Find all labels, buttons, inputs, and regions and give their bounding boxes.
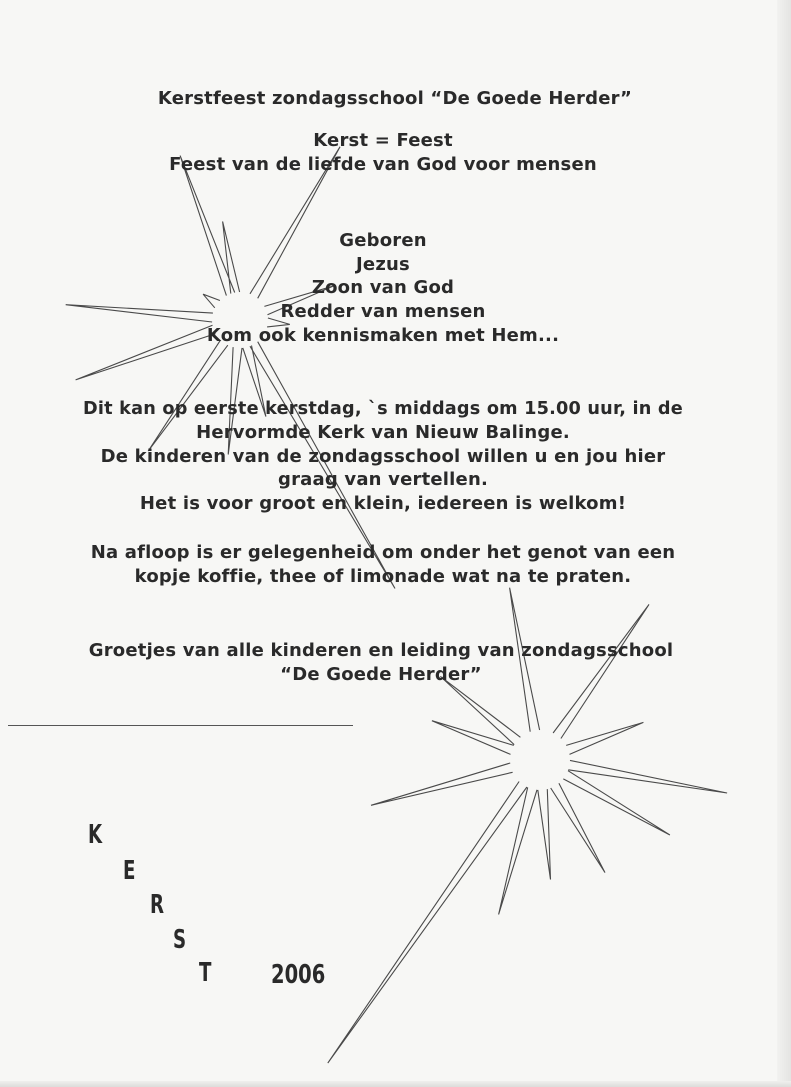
poem-line: Zoon van God [311, 277, 455, 298]
poem-line: Redder van mensen [280, 301, 486, 322]
divider-line [8, 725, 353, 726]
year: 2006 [271, 960, 326, 990]
paper-bottom-edge [0, 1081, 791, 1087]
closing-line: Groetjes van alle kinderen en leiding van zondagsschool [88, 640, 674, 661]
body-line: Na afloop is er gelegenheid om onder het genot van een [90, 542, 676, 563]
body-line: Dit kan op eerste kerstdag, `s middags om 15.00 uur, in de [83, 398, 683, 419]
star-ray [66, 147, 395, 589]
kerst-letter: S [173, 925, 187, 955]
subtitle-kerst-feest: Kerst = Feest [313, 130, 453, 151]
body-line: Hervormde Kerk van Nieuw Balinge. [196, 422, 570, 443]
paper-edge [777, 0, 791, 1087]
star-top-left-icon [66, 147, 395, 589]
kerst-letter: T [199, 958, 212, 988]
poem-line: Geboren [339, 230, 427, 251]
kerst-letter: E [123, 856, 136, 886]
body-line: Het is voor groot en klein, iedereen is welkom! [139, 493, 627, 514]
page-title: Kerstfeest zondagsschool “De Goede Herder” [157, 88, 633, 109]
subtitle-feest-liefde: Feest van de liefde van God voor mensen [169, 154, 597, 175]
kerst-letter: K [88, 820, 103, 850]
closing-line: “De Goede Herder” [280, 664, 482, 685]
kerst-letter: R [150, 890, 165, 920]
poem-line: Jezus [356, 254, 410, 275]
body-line: kopje koffie, thee of limonade wat na te praten. [134, 566, 632, 587]
body-line: De kinderen van de zondagsschool willen u en jou hier [100, 446, 666, 467]
poem-line: Kom ook kennismaken met Hem... [206, 325, 560, 346]
body-line: graag van vertellen. [278, 469, 488, 490]
